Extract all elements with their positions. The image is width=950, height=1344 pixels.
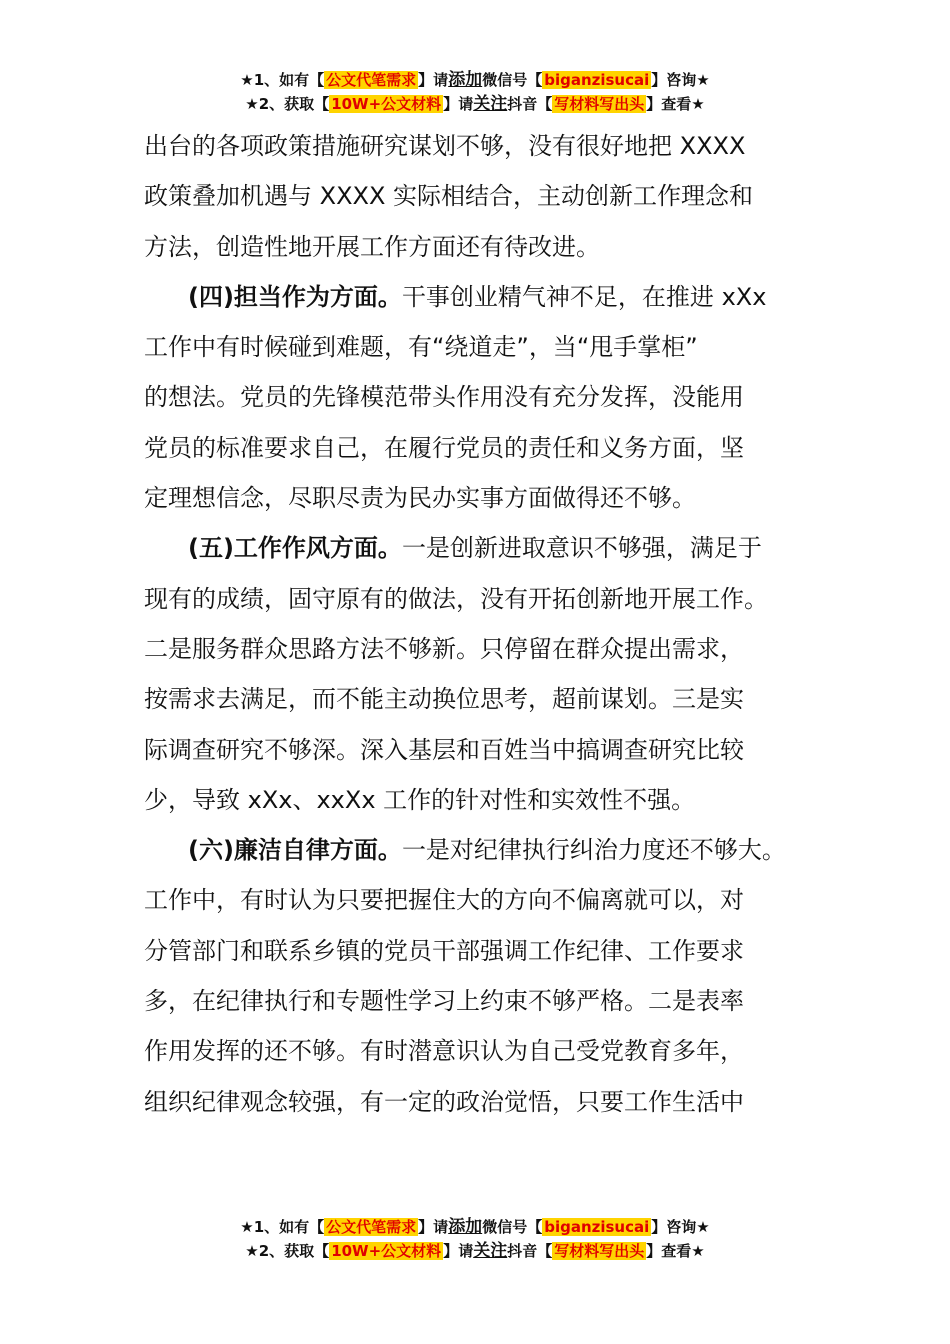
douyin-highlight: 写材料写出头 — [554, 1242, 645, 1260]
text-line: 作用发挥的还不够。有时潜意识认为自己受党教育多年， — [144, 1037, 744, 1066]
banner-text: 】咨询★ — [651, 1218, 710, 1236]
document-body — [144, 121, 824, 1127]
text-line: 政策叠加机遇与 XXXX 实际相结合，主动创新工作理念和 — [144, 182, 754, 211]
banner-text: 】查看★ — [646, 95, 705, 113]
banner-highlight: 10W+公文材料 — [331, 95, 442, 113]
banner-text: 微信号【 — [482, 1218, 543, 1236]
text-line: 党员的标准要求自己，在履行党员的责任和义务方面，坚 — [144, 433, 744, 462]
banner-text: ★2、获取【 — [245, 1242, 330, 1260]
banner-text: ★1、如有【 — [240, 71, 325, 89]
text-line: 分管部门和联系乡镇的党员干部强调工作纪律、工作要求 — [144, 936, 744, 965]
banner-highlight: 公文代笔需求 — [326, 71, 417, 89]
text-line — [144, 272, 824, 322]
text-span: 一是对纪律执行纠治力度还不够大。 — [401, 836, 786, 865]
text-line: 组织纪律观念较强，有一定的政治觉悟，只要工作生活中 — [144, 1087, 744, 1116]
text-line — [144, 523, 824, 573]
paragraph-4-responsibility — [144, 272, 824, 523]
banner-text: 】查看★ — [646, 1242, 705, 1260]
header-banner — [0, 68, 950, 116]
text-line: 多，在纪律执行和专题性学习上约束不够严格。二是表率 — [144, 987, 744, 1016]
banner-underlined: 添加 — [448, 70, 483, 90]
paragraph-1 — [144, 121, 824, 272]
text-span: 干事创业精气神不足，在推进 xXx — [401, 282, 767, 311]
footer-banner — [0, 1215, 950, 1263]
banner-line-2 — [0, 92, 950, 116]
section-heading: (五)工作作风方面。 — [188, 534, 402, 563]
banner-underlined: 关注 — [473, 1241, 508, 1261]
banner-text: 】咨询★ — [651, 71, 710, 89]
banner-line-1 — [0, 1215, 950, 1239]
text-line: 方法，创造性地开展工作方面还有待改进。 — [144, 232, 600, 261]
banner-underlined: 添加 — [448, 1217, 483, 1237]
banner-text: ★1、如有【 — [240, 1218, 325, 1236]
text-line: 定理想信念，尽职尽责为民办实事方面做得还不够。 — [144, 484, 696, 513]
section-heading: (四)担当作为方面。 — [188, 282, 402, 311]
text-line: 工作中有时候碰到难题，有“绕道走”，当“甩手掌柜” — [144, 333, 698, 362]
banner-text: ★2、获取【 — [245, 95, 330, 113]
banner-highlight: 10W+公文材料 — [331, 1242, 442, 1260]
banner-underlined: 关注 — [473, 94, 508, 114]
wechat-id-highlight: biganzisucai — [544, 1218, 650, 1236]
text-span: 一是创新进取意识不够强，满足于 — [401, 534, 762, 563]
banner-text: 】请 — [443, 95, 474, 113]
banner-text: 抖音【 — [507, 95, 553, 113]
text-line: 际调查研究不够深。深入基层和百姓当中搞调查研究比较 — [144, 735, 744, 764]
banner-text: 】请 — [418, 1218, 449, 1236]
banner-line-1 — [0, 68, 950, 92]
paragraph-6-integrity — [144, 825, 824, 1127]
banner-highlight: 公文代笔需求 — [326, 1218, 417, 1236]
wechat-id-highlight: biganzisucai — [544, 71, 650, 89]
text-line: 的想法。党员的先锋模范带头作用没有充分发挥，没能用 — [144, 383, 744, 412]
banner-line-2 — [0, 1239, 950, 1263]
text-line: 现有的成绩，固守原有的做法，没有开拓创新地开展工作。 — [144, 584, 768, 613]
banner-text: 微信号【 — [482, 71, 543, 89]
paragraph-5-work-style — [144, 523, 824, 825]
text-line: 工作中，有时认为只要把握住大的方向不偏离就可以，对 — [144, 886, 744, 915]
text-line — [144, 825, 824, 875]
text-line: 出台的各项政策措施研究谋划不够，没有很好地把 XXXX — [144, 132, 746, 160]
text-line: 按需求去满足，而不能主动换位思考，超前谋划。三是实 — [144, 685, 744, 714]
banner-text: 】请 — [443, 1242, 474, 1260]
banner-text: 抖音【 — [507, 1242, 553, 1260]
banner-text: 】请 — [418, 71, 449, 89]
text-line: 二是服务群众思路方法不够新。只停留在群众提出需求， — [144, 634, 744, 663]
douyin-highlight: 写材料写出头 — [554, 95, 645, 113]
text-line: 少，导致 xXx、xxXx 工作的针对性和实效性不强。 — [144, 785, 696, 814]
section-heading: (六)廉洁自律方面。 — [188, 836, 402, 865]
